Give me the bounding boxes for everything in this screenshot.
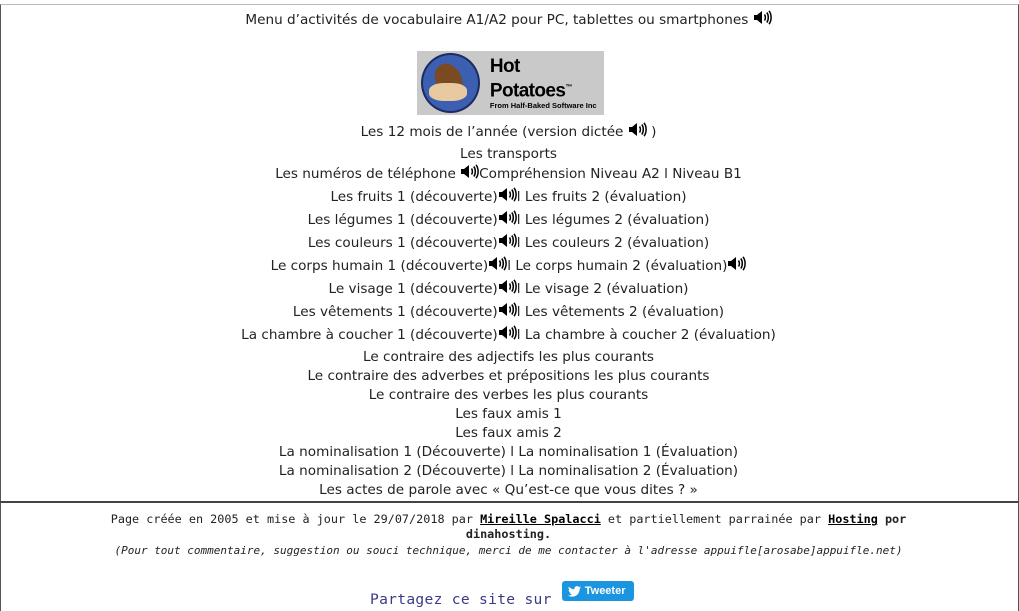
separator: l [507, 258, 512, 274]
separator: l [510, 444, 514, 460]
activity-link[interactable]: Les numéros de téléphone [275, 166, 456, 182]
speaker-icon[interactable] [488, 256, 507, 271]
activity-list [1, 122, 1016, 500]
activity-row [1, 386, 1016, 405]
hot-potatoes-logo[interactable] [417, 51, 604, 115]
author-link[interactable]: Mireille Spalacci [480, 512, 601, 526]
logo-brand: Hot Potatoes [489, 55, 566, 102]
activity-text: ) [651, 124, 657, 140]
activity-link[interactable]: Le contraire des adjectifs les plus courants [362, 349, 654, 365]
logo-trademark: ™ [565, 83, 572, 91]
activity-row [1, 210, 1016, 233]
speaker-icon[interactable] [498, 210, 517, 225]
activity-link[interactable]: Les fruits 2 (évaluation) [524, 189, 687, 205]
separator: l [516, 189, 521, 205]
activity-link[interactable]: Les 12 mois de l’année (version dictée [360, 124, 624, 140]
activity-link[interactable]: Niveau B1 [672, 166, 742, 182]
activity-link[interactable]: Les vêtements 1 (découverte) [292, 304, 498, 320]
activity-row [1, 405, 1016, 424]
activity-link[interactable]: Le visage 2 (évaluation) [524, 281, 689, 297]
activity-row [1, 233, 1016, 256]
activity-row [1, 145, 1016, 164]
activity-row [1, 462, 1016, 481]
activity-row [1, 302, 1016, 325]
activity-link[interactable]: Les couleurs 1 (découverte) [307, 235, 498, 251]
hosting-link[interactable]: Hosting [828, 512, 878, 526]
page-title-row [1, 10, 1016, 30]
page-title: Menu d’activités de vocabulaire A1/A2 pour PC, tablettes ou smartphones [245, 12, 749, 28]
speaker-icon[interactable] [498, 187, 517, 202]
activity-link[interactable]: La nominalisation 1 (Évaluation) [518, 444, 739, 460]
activity-link[interactable]: Les actes de parole avec « Qu’est-ce que vous dites ? » [319, 482, 698, 498]
activity-link[interactable]: La chambre à coucher 1 (découverte) [241, 327, 498, 343]
activity-row [1, 424, 1016, 443]
activity-link[interactable]: Les faux amis 2 [455, 425, 562, 441]
speaker-icon[interactable] [628, 122, 647, 137]
speaker-icon[interactable] [460, 164, 479, 179]
footer [1, 512, 1016, 558]
footer-text-mid: et partiellement parrainée par [607, 512, 821, 526]
activity-link[interactable]: Le contraire des verbes les plus courants [368, 387, 649, 403]
activity-link[interactable]: Les faux amis 1 [455, 406, 562, 422]
logo-tagline: From Half-Baked Software Inc [489, 101, 597, 111]
separator: l [664, 166, 668, 182]
speaker-icon[interactable] [498, 233, 517, 248]
share-text: Partagez ce site sur [370, 591, 552, 608]
activity-row [1, 256, 1016, 279]
separator: l [516, 327, 521, 343]
activity-link[interactable]: La nominalisation 1 (Découverte) [278, 444, 506, 460]
tweet-button-label: Tweeter [584, 585, 626, 597]
separator: l [516, 212, 521, 228]
activity-row [1, 481, 1016, 500]
activity-row [1, 443, 1016, 462]
activity-link[interactable]: Le contraire des adverbes et prépositions les plus courants [307, 368, 710, 384]
footer-note: (Pour tout commentaire, suggestion ou souci technique, merci de me contacter à l'adresse appuifle[arosabe]appuifle.net) [114, 544, 903, 557]
activity-row [1, 279, 1016, 302]
activity-link[interactable]: Les couleurs 2 (évaluation) [524, 235, 710, 251]
activity-link[interactable]: La chambre à coucher 2 (évaluation) [524, 327, 776, 343]
separator: l [516, 281, 521, 297]
main-content [1, 5, 1016, 501]
activity-link[interactable]: La nominalisation 2 (Évaluation) [518, 463, 739, 479]
activity-row [1, 164, 1016, 187]
activity-row [1, 325, 1016, 348]
speaker-icon[interactable] [498, 279, 517, 294]
share-row [370, 576, 634, 608]
activity-link[interactable]: Les légumes 1 (découverte) [307, 212, 498, 228]
activity-link[interactable]: Les légumes 2 (évaluation) [524, 212, 710, 228]
activity-link[interactable]: La nominalisation 2 (Découverte) [278, 463, 506, 479]
twitter-bird-icon [568, 586, 581, 597]
footer-text-post: por [884, 512, 907, 526]
activity-link[interactable]: Les transports [460, 146, 557, 162]
speaker-icon[interactable] [727, 256, 746, 271]
footer-text-pre: Page créée en 2005 et mise à jour le 29/07/2018 par [110, 512, 473, 526]
activity-row [1, 367, 1016, 386]
speaker-icon[interactable] [753, 10, 772, 25]
separator: l [510, 463, 514, 479]
footer-dinahosting: dinahosting. [465, 527, 552, 541]
activity-link[interactable]: Le visage 1 (découverte) [328, 281, 498, 297]
activity-link[interactable]: Le corps humain 2 (évaluation) [515, 258, 728, 274]
activity-link[interactable]: Le corps humain 1 (découverte) [270, 258, 489, 274]
activity-row [1, 122, 1016, 145]
speaker-icon[interactable] [498, 325, 517, 340]
activity-link[interactable]: Compréhension Niveau A2 [479, 166, 660, 182]
separator: l [516, 235, 521, 251]
footer-divider [0, 501, 1019, 503]
speaker-icon[interactable] [498, 302, 517, 317]
activity-row [1, 348, 1016, 367]
tweet-button[interactable] [562, 581, 634, 601]
activity-link[interactable]: Les fruits 1 (découverte) [330, 189, 498, 205]
separator: l [516, 304, 521, 320]
activity-row [1, 187, 1016, 210]
activity-link[interactable]: Les vêtements 2 (évaluation) [524, 304, 725, 320]
potato-hand-icon [421, 53, 480, 113]
